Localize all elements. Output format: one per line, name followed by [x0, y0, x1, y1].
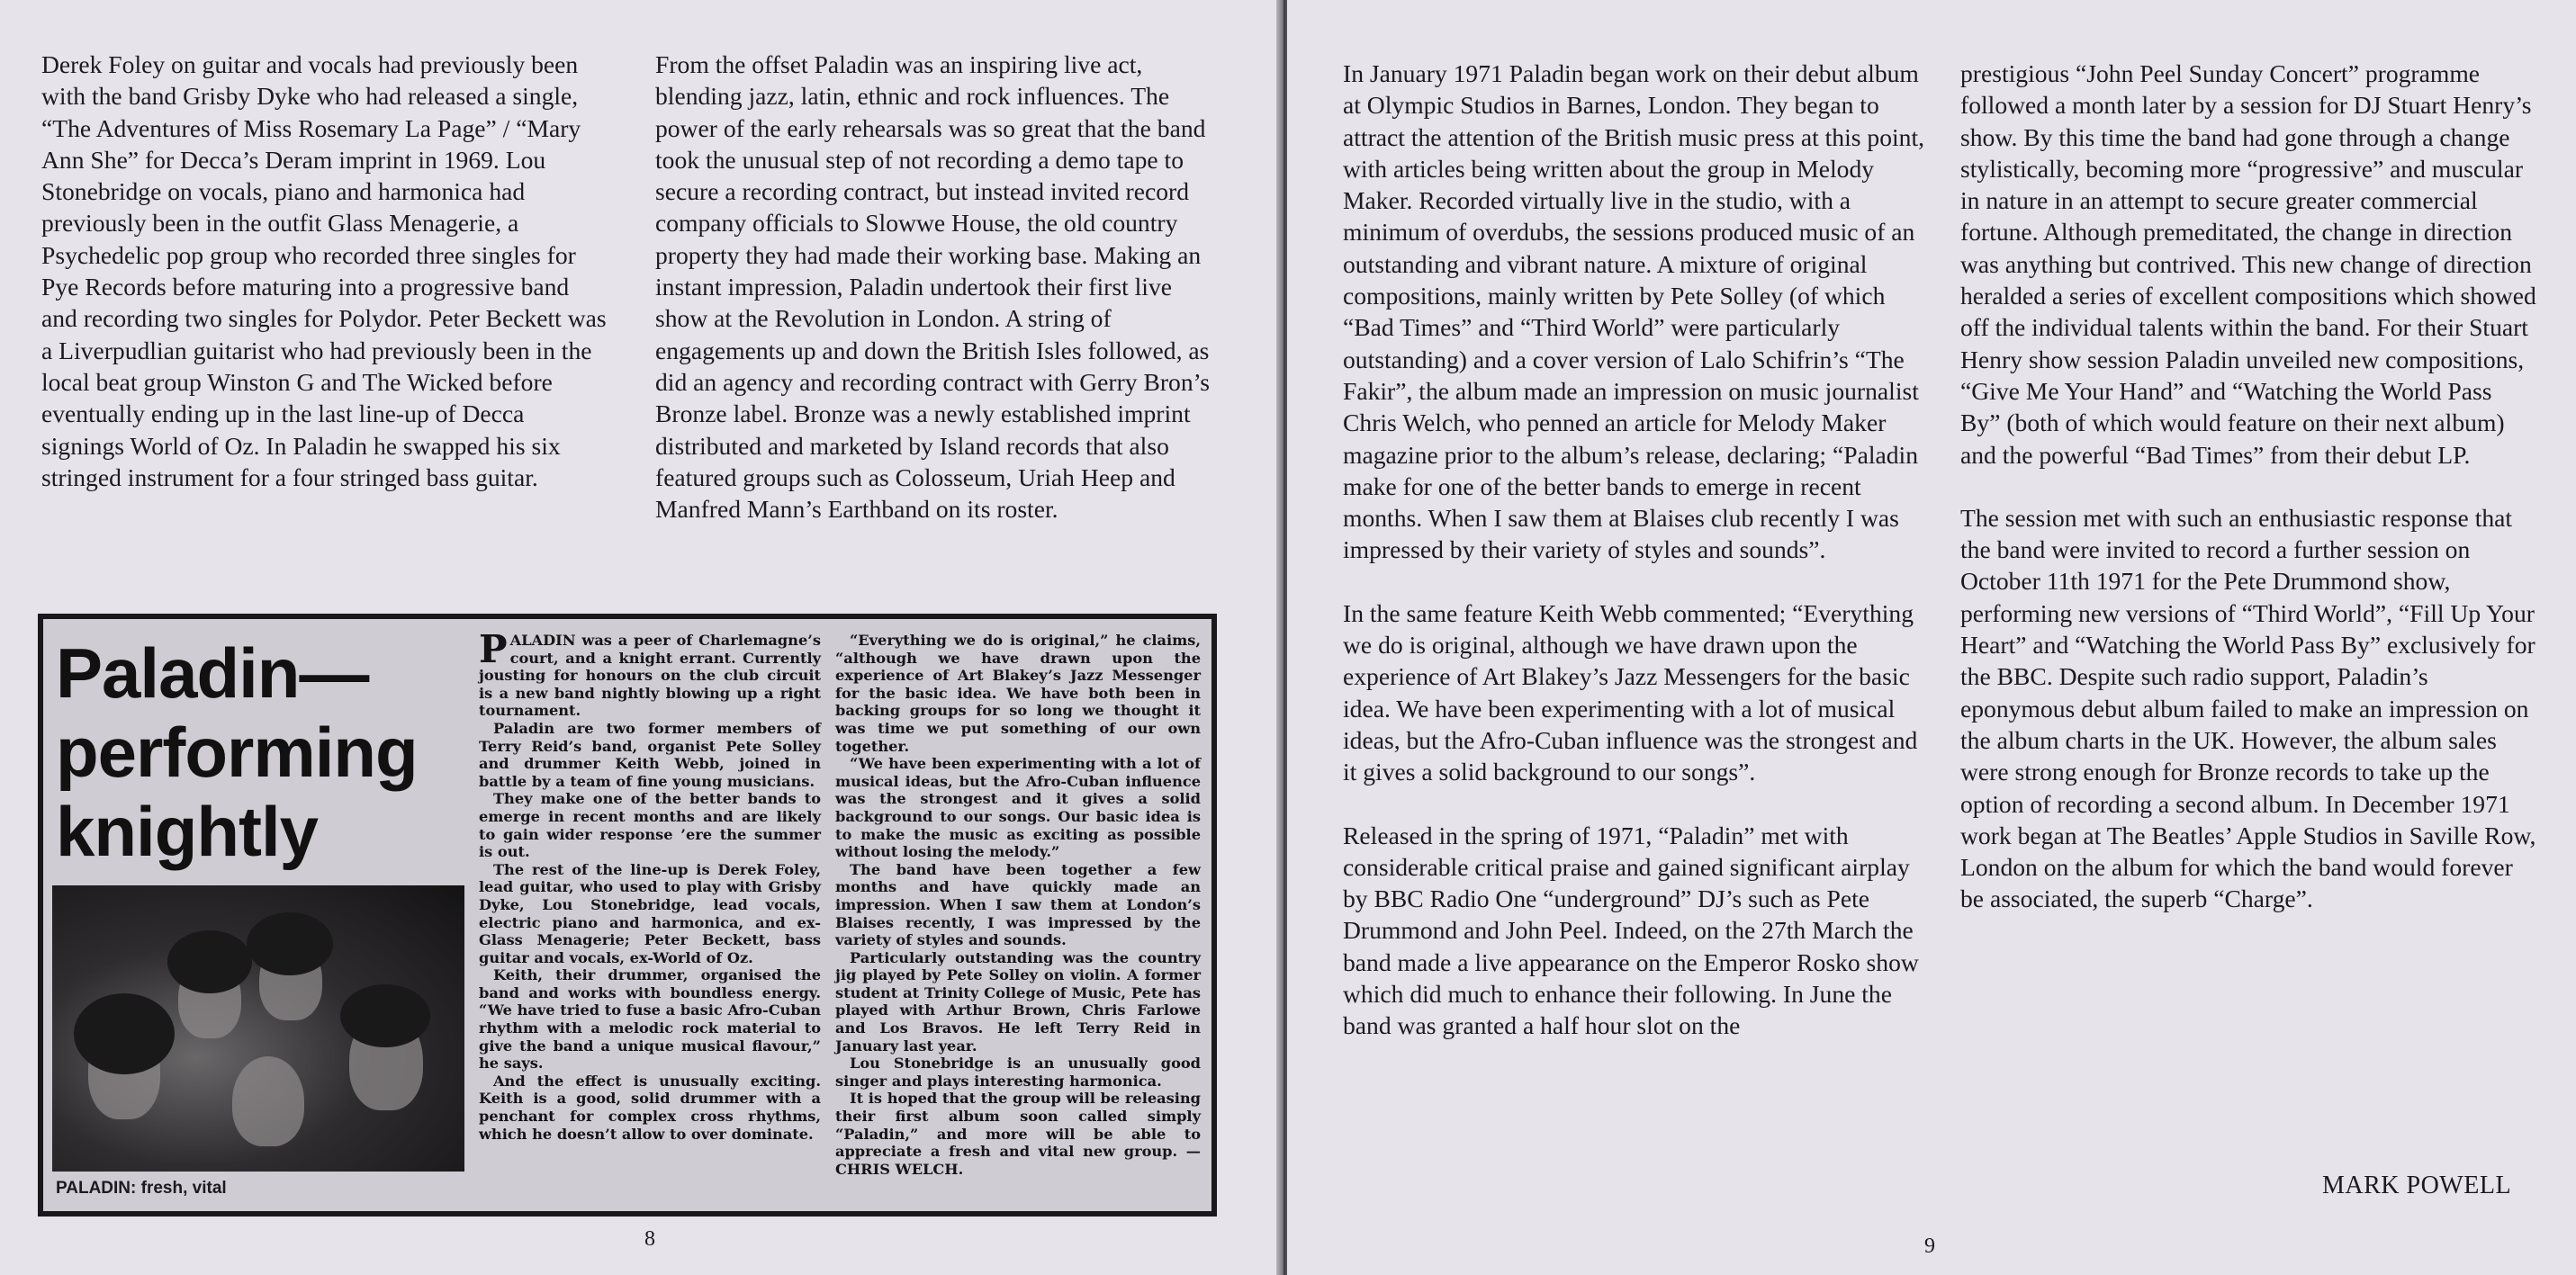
clipping-paragraph: They make one of the better bands to emerge in recent months and are likely to gain wider response ’ere the summer is out.: [479, 790, 821, 861]
clipping-paragraph: “We have been experimenting with a lot of musical ideas, but the Afro-Cuban influence was the strongest and it gives a solid background to our songs. Our basic idea is to make the music as exciting as possible without losing the melody.”: [835, 755, 1201, 861]
clipping-paragraph: The band have been together a few months and have quickly made an impression. When I saw them at London’s Blaises recently, I was impressed by the variety of styles and sounds.: [835, 860, 1201, 949]
right-paragraph: Released in the spring of 1971, “Paladin” met with considerable critical praise and gained significant airplay by BBC Radio One “underground” DJ’s such as Pete Drummond and John Peel. Indeed, on the 27th March the band made a live appearance on the Emperor Rosko show which did much to enhance their following. In June the band was granted a half hour slot on the: [1343, 821, 1919, 1040]
author-signature: MARK POWELL: [2322, 1172, 2512, 1199]
right-paragraph: prestigious “John Peel Sunday Concert” programme followed a month later by a session for DJ Stuart Henry’s show. By this time the band had gone through a change stylistically, becoming more “progressive” and muscular in nature in an attempt to secure greater commercial fortune. Although premeditated, the change in direction was anything but contrived. This new change of direction heralded a series of excellent compositions which showed off the individual talents within the band. For their Stuart Henry show session Paladin unveiled new compositions, “Give Me Your Hand” and “Watching the World Pass By” (both of which would feature on their next album) and the powerful “Bad Times” from their debut LP.: [1960, 59, 2536, 469]
right-paragraph: The session met with such an enthusiastic response that the band were invited to record a further session on October 11th 1971 for the Pete Drummond show, performing new versions of “Third World”, “Fill Up Your Heart” and “Watching the World Pass By” exclusively for the BBC. Despite such radio support, Paladin’s eponymous debut album failed to make an impression on the album charts in the UK. However, the album sales were strong enough for Bronze records to take up the option of recording a second album. In December 1971 work began at The Beatles’ Apple Studios in Saville Row, London on the album for which the band would forever be associated, the superb “Charge”.: [1960, 503, 2536, 913]
right-page: [1287, 0, 2576, 1275]
clipping-paragraph: “Everything we do is original,” he claims, “although we have drawn upon the experience of Art Blakey’s Jazz Messenger for the basic idea. We have both been in backing groups for so long we thought it was time we put something of our own together.: [835, 632, 1201, 755]
left-page: [0, 0, 1280, 1275]
band-photo: [52, 885, 464, 1172]
clipping-paragraph: It is hoped that the group will be releasing their first album soon called simply “Paladin,” and more will be able to appreciate a fresh and vital new group. — CHRIS WELCH.: [835, 1090, 1201, 1178]
page-number-left: 8: [644, 1227, 655, 1251]
clipping-column-1: [479, 627, 821, 1143]
photo-caption: PALADIN: fresh, vital: [56, 1179, 227, 1198]
left-column-1: Derek Foley on guitar and vocals had previously been with the band Grisby Dyke who had released a single, “The Adventures of Miss Rosemary La Page” / “Mary Ann She” for Decca’s Deram imprint in 1969. Lou Stonebridge on vocals, piano and harmonica had previously been in the outfit Glass Menagerie, a Psychedelic pop group who recorded three singles for Pye Records before maturing into a progressive band and recording two singles for Polydor. Peter Beckett was a Liverpudlian guitarist who had previously been in the local beat group Winston G and The Wicked before eventually ending up in the last line-up of Decca signings World of Oz. In Paladin he swapped his six stringed instrument for a four stringed bass guitar.: [41, 50, 607, 491]
clipping-column-2: [835, 632, 1201, 1178]
clipping-paragraph: Keith, their drummer, organised the band and works with boundless energy. “We have tried to fuse a basic Afro-Cuban rhythm with a melodic rock material to give the band a unique musical flavour,” he says.: [479, 966, 821, 1073]
drop-cap: P: [479, 627, 508, 671]
right-column-1: [1343, 58, 1928, 1042]
right-paragraph: In January 1971 Paladin began work on their debut album at Olympic Studios in Barnes, London. They began to attract the attention of the British music press at this point, with articles being written about the group in Melody Maker. Recorded virtually live in the studio, with a minimum of overdubs, the sessions produced music of an outstanding and vibrant nature. A mixture of original compositions, mainly written by Pete Solley (of which “Bad Times” and “Third World” were particularly outstanding) and a cover version of Lalo Schifrin’s “The Fakir”, the album made an impression on music journalist Chris Welch, who penned an article for Melody Maker magazine prior to the album’s release, declaring; “Paladin make for one of the better bands to emerge in recent months. When I saw them at Blaises club recently I was impressed by their variety of styles and sounds”.: [1343, 59, 1925, 564]
clipping-paragraph: ALADIN was a peer of Charlemagne’s court, and a knight errant. Currently jousting for honours on the club circuit is a new band nightly blowing up a right tournament.: [479, 632, 821, 720]
newspaper-clipping: [38, 614, 1217, 1217]
left-column-2: From the offset Paladin was an inspiring live act, blending jazz, latin, ethnic and rock influences. The power of the early rehearsals was so great that the band took the unusual step of not recording a demo tape to secure a recording contract, but instead invited record company officials to Slowwe House, the old country property they had made their working base. Making an instant impression, Paladin undertook their first live show at the Revolution in London. A string of engagements up and down the British Isles followed, as did an agency and recording contract with Gerry Bron’s Bronze label. Bronze was a newly established imprint distributed and marketed by Island records that also featured groups such as Colosseum, Uriah Heep and Manfred Mann’s Earthband on its roster.: [655, 50, 1211, 524]
clipping-paragraph: Lou Stonebridge is an unusually good singer and plays interesting harmonica.: [835, 1055, 1201, 1090]
clipping-paragraph: Paladin are two former members of Terry Reid’s band, organist Pete Solley and drummer Keith Webb, joined in battle by a team of fine young musicians.: [479, 719, 821, 790]
right-paragraph: In the same feature Keith Webb commented; “Everything we do is original, although we have drawn upon the experience of Art Blakey’s Jazz Messengers for the basic idea. We have been experimenting with a lot of musical ideas, but the Afro-Cuban influence was the strongest and it gives a solid background to our songs”.: [1343, 598, 1918, 786]
clipping-headline: Paladin— performing knightly: [56, 633, 418, 871]
clipping-paragraph: Particularly outstanding was the country jig played by Pete Solley on violin. A former student at Trinity College of Music, Pete has played with Arthur Brown, Chris Farlowe and Los Bravos. He left Terry Reid in January last year.: [835, 948, 1201, 1055]
page-number-right: 9: [1924, 1235, 1935, 1258]
clipping-paragraph: And the effect is unusually exciting. Keith is a good, solid drummer with a penchant for complex cross rhythms, which he doesn’t allow to over dominate.: [479, 1072, 821, 1143]
right-column-2: [1960, 58, 2536, 915]
clipping-paragraph: The rest of the line-up is Derek Foley, lead guitar, who used to play with Grisby Dyke, Lou Stonebridge, lead vocals, electric piano and harmonica, and ex-Glass Menagerie; Peter Beckett, bass guitar and vocals, ex-World of Oz.: [479, 860, 821, 966]
